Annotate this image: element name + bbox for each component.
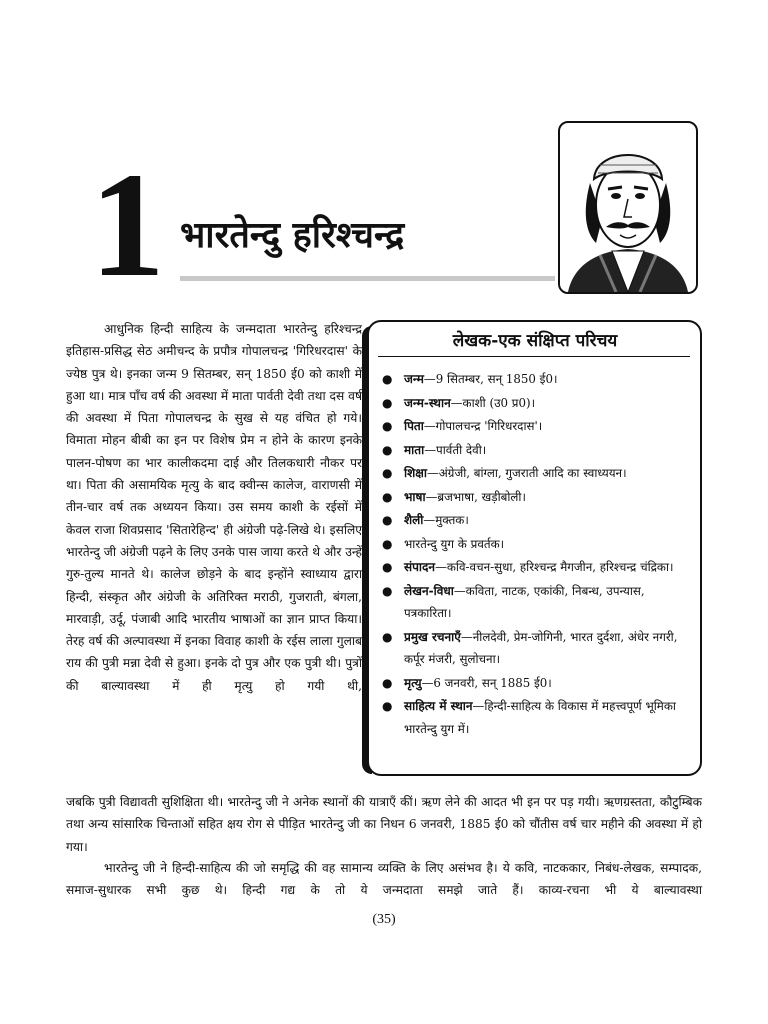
profile-item-value: —गोपालचन्द्र 'गिरिधरदास'। bbox=[423, 419, 543, 433]
profile-item bbox=[378, 486, 694, 509]
profile-item bbox=[378, 556, 694, 579]
profile-item-key: भाषा bbox=[404, 489, 426, 504]
chapter-number: 1 bbox=[90, 142, 165, 308]
author-portrait bbox=[558, 121, 698, 294]
profile-item-key: संपादन bbox=[404, 560, 436, 574]
profile-item-value: —काशी (उ0 प्र0)। bbox=[450, 395, 536, 410]
profile-item-key: प्रमुख रचनाएँ bbox=[404, 629, 461, 644]
profile-item-key: पिता bbox=[404, 419, 424, 433]
title-underline bbox=[180, 276, 555, 281]
profile-item bbox=[378, 672, 694, 695]
profile-item-key: मृत्यु bbox=[404, 675, 422, 690]
profile-item bbox=[378, 415, 694, 438]
profile-item-value: —हिन्दी-साहित्य के विकास में महत्त्वपूर्ण भूमिका भारतेन्दु युग में। bbox=[404, 699, 676, 736]
chapter-title: भारतेन्दु हरिश्चन्द्र bbox=[180, 215, 405, 256]
profile-item-value: —अंग्रेजी, बांग्ला, गुजराती आदि का स्वाध्ययन। bbox=[426, 466, 627, 480]
profile-item-key: जन्म-स्थान bbox=[404, 395, 451, 410]
profile-item-key: माता bbox=[404, 442, 425, 457]
profile-title-rule bbox=[378, 356, 690, 357]
bullet-icon: ● bbox=[382, 629, 393, 644]
bullet-icon: ● bbox=[382, 442, 393, 457]
intro-continuation: जबकि पुत्री विद्यावती सुशिक्षिता थी। भारतेन्दु जी ने अनेक स्थानों की यात्राएँ कीं। ऋण लेने की आदत भी इन पर पड़ गयी। ऋणग्रस्तता, कौटुम्बिक तथा अन्य सांसारिक चिन्ताओं सहित क्षय रोग से पीड़ित भारतेन्दु जी का निधन 6 जनवरी, 1885 ई0 को चौंतीस वर्ष चार महीने की अवस्था में हो गया। bbox=[66, 795, 702, 854]
bullet-icon: ● bbox=[382, 583, 393, 598]
profile-item-key: जन्म bbox=[404, 372, 424, 386]
profile-item-value: —6 जनवरी, सन् 1885 ई0। bbox=[421, 675, 552, 690]
bullet-icon: ● bbox=[382, 536, 393, 551]
bullet-icon: ● bbox=[382, 419, 393, 433]
profile-item-value: —पार्वती देवी। bbox=[424, 442, 487, 457]
profile-item-key: साहित्य में स्थान bbox=[404, 699, 473, 713]
profile-item-value: —ब्रजभाषा, खड़ीबोली। bbox=[425, 489, 526, 504]
author-portrait-icon bbox=[560, 123, 696, 292]
profile-item-value: —कवि-वचन-सुधा, हरिश्चन्द्र मैगजीन, हरिश्चन्द्र चंद्रिका। bbox=[435, 560, 674, 574]
profile-item-value: —9 सितम्बर, सन् 1850 ई0। bbox=[423, 372, 558, 386]
profile-item bbox=[378, 695, 694, 740]
profile-item-value: भारतेन्दु युग के प्रवर्तक। bbox=[404, 536, 505, 551]
profile-list bbox=[378, 368, 694, 741]
profile-item bbox=[378, 626, 694, 671]
second-paragraph: भारतेन्दु जी ने हिन्दी-साहित्य की जो समृद्धि की वह सामान्य व्यक्ति के लिए असंभव है। ये कवि, नाटककार, निबंध-लेखक, सम्पादक, समाज-सुधारक सभी कुछ थे। हिन्दी गद्य के तो ये जन्मदाता समझे जाते हैं। काव्य-रचना भी ये बाल्यावस्था bbox=[66, 861, 702, 898]
intro-paragraph: आधुनिक हिन्दी साहित्य के जन्मदाता भारतेन्दु हरिश्चन्द्र इतिहास-प्रसिद्ध सेठ अमीचन्द के प्रपौत्र गोपालचन्द्र 'गिरिधरदास' के ज्येष्ठ पुत्र थे। इनका जन्म 9 सितम्बर, सन् 1850 ई0 को काशी में हुआ था। मात्र पाँच वर्ष की अवस्था में माता पार्वती देवी तथा दस वर्ष की अवस्था में पिता गोपालचन्द्र के सुख से यह वंचित हो गये। विमाता मोहन बीबी का इन पर विशेष प्रेम न होने के कारण इनके पालन-पोषण का भार कालीकदमा दाई और तिलकधारी नौकर पर था। पिता की असामयिक मृत्यु के बाद क्वीन्स कालेज, वाराणसी में तीन-चार वर्ष तक अध्ययन किया। उस समय काशी के रईसों में केवल राजा शिवप्रसाद 'सितारेहिन्द' ही अंग्रेजी पढ़े-लिखे थे। इसलिए भारतेन्दु जी अंग्रेजी पढ़ने के लिए उनके पास जाया करते थे और उन्हें गुरु-तुल्य मानते थे। कालेज छोड़ने के बाद इन्होंने स्वाध्याय द्वारा हिन्दी, संस्कृत और अंग्रेजी के अतिरिक्त मराठी, गुजराती, बंगला, मारवाड़ी, उर्दू, पंजाबी आदि भारतीय भाषाओं का ज्ञान प्राप्त किया। तेरह वर्ष की अल्पावस्था में इनका विवाह काशी के रईस लाला गुलाब राय की पुत्री मन्ना देवी से हुआ। इनके दो पुत्र और एक पुत्री थी। पुत्रों की बाल्यावस्था में ही मृत्यु हो गयी थी, bbox=[66, 322, 362, 693]
profile-item-value: —मुक्तक। bbox=[423, 513, 469, 527]
profile-item bbox=[378, 392, 694, 415]
profile-item-key: लेखन-विधा bbox=[404, 583, 454, 598]
profile-item bbox=[378, 462, 694, 485]
profile-item-key: शिक्षा bbox=[404, 466, 427, 480]
profile-item-key: शैली bbox=[404, 513, 424, 527]
bullet-icon: ● bbox=[382, 699, 393, 713]
profile-item bbox=[378, 439, 694, 462]
bullet-icon: ● bbox=[382, 513, 393, 527]
bullet-icon: ● bbox=[382, 489, 393, 504]
profile-title: लेखक-एक संक्षिप्त परिचय bbox=[452, 331, 618, 351]
page-number: (35) bbox=[372, 912, 396, 927]
profile-item-value: —नीलदेवी, प्रेम-जोगिनी, भारत दुर्दशा, अंधेर नगरी, कर्पूर मंजरी, सुलोचना। bbox=[404, 629, 678, 666]
profile-item bbox=[378, 580, 694, 625]
profile-item bbox=[378, 509, 694, 532]
profile-item bbox=[378, 533, 694, 556]
profile-item bbox=[378, 368, 694, 391]
bullet-icon: ● bbox=[382, 372, 393, 386]
bullet-icon: ● bbox=[382, 560, 393, 574]
bullet-icon: ● bbox=[382, 675, 393, 690]
bullet-icon: ● bbox=[382, 466, 393, 480]
profile-item-value: —कविता, नाटक, एकांकी, निबन्ध, उपन्यास, पत्रकारिता। bbox=[404, 583, 645, 620]
bullet-icon: ● bbox=[382, 395, 393, 410]
